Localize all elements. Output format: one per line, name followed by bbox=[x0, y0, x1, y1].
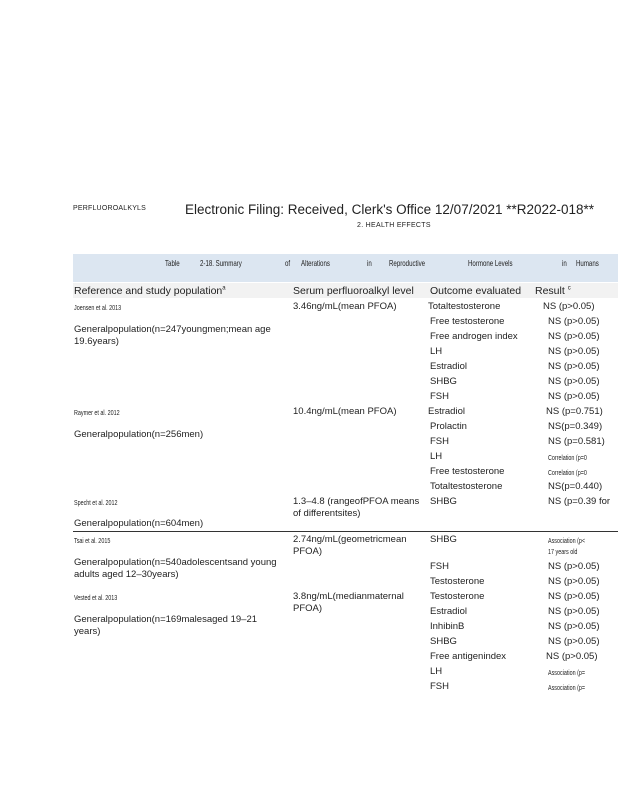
outcome-cell: Totaltestosterone bbox=[428, 301, 501, 312]
outcome-cell: FSH bbox=[430, 561, 449, 572]
result-cell: NS (p>0.05) bbox=[548, 621, 600, 632]
study-population: Generalpopulation(n=604men) bbox=[74, 518, 204, 529]
table-title-word: Reproductive bbox=[389, 258, 426, 268]
table-title-word: Alterations bbox=[301, 258, 330, 268]
result-cell: Association (p= bbox=[548, 683, 586, 692]
result-cell: Correlation (p=0 bbox=[548, 468, 587, 477]
result-cell: NS (p>0.05) bbox=[548, 331, 600, 342]
result-cell: Correlation (p=0 bbox=[548, 453, 587, 462]
study-population: Generalpopulation(n=169malesaged 19–21 years) bbox=[74, 614, 258, 637]
result-cell: NS (p>0.05) bbox=[548, 391, 600, 402]
study-reference: Joensen et al. 2013 bbox=[74, 303, 122, 312]
outcome-cell: SHBG bbox=[430, 534, 457, 545]
result-cell: NS (p>0.05) bbox=[548, 316, 600, 327]
serum-level: 3.46ng/mL(mean PFOA) bbox=[293, 301, 397, 312]
study-population: Generalpopulation(n=247youngmen;mean age 19.6years) bbox=[74, 324, 271, 347]
serum-level: 3.8ng/mL(medianmaternal PFOA) bbox=[293, 591, 404, 614]
column-header-outcome: Outcome evaluated bbox=[430, 285, 522, 297]
study-population: Generalpopulation(n=540adolescentsand young adults aged 12–30years) bbox=[74, 557, 277, 580]
table-divider bbox=[73, 531, 618, 532]
result-cell: NS (p>0.05) bbox=[548, 561, 600, 572]
result-cell: NS(p=0.440) bbox=[548, 481, 603, 492]
result-cell: NS (p>0.05) bbox=[548, 606, 600, 617]
result-cell: Association (p< bbox=[548, 536, 586, 545]
serum-level: 2.74ng/mL(geometricmean PFOA) bbox=[293, 534, 407, 557]
outcome-cell: Estradiol bbox=[428, 406, 465, 417]
section-heading: 2. HEALTH EFFECTS bbox=[357, 222, 431, 229]
column-header-result: Result $^c$ bbox=[535, 285, 571, 297]
outcome-cell: Testosterone bbox=[430, 576, 485, 587]
table-title-word: in bbox=[367, 258, 372, 268]
table-title-word: Humans bbox=[576, 258, 599, 268]
study-reference: Raymer et al. 2012 bbox=[74, 408, 120, 417]
outcome-cell: SHBG bbox=[430, 496, 457, 507]
study-reference: Vested et al. 2013 bbox=[74, 593, 118, 602]
column-header-reference: Reference and study population$^a$ bbox=[74, 285, 226, 297]
outcome-cell: Estradiol bbox=[430, 606, 467, 617]
result-cell: NS (p=0.751) bbox=[546, 406, 603, 417]
outcome-cell: Estradiol bbox=[430, 361, 467, 372]
table-title-word: of bbox=[285, 258, 291, 268]
result-cell: NS (p>0.05) bbox=[548, 576, 600, 587]
study-reference: Tsai et al. 2015 bbox=[74, 536, 111, 545]
serum-level: 10.4ng/mL(mean PFOA) bbox=[293, 406, 397, 417]
study-population: Generalpopulation(n=256men) bbox=[74, 429, 204, 440]
outcome-cell: Totaltestosterone bbox=[430, 481, 503, 492]
outcome-cell: LH bbox=[430, 666, 443, 677]
study-reference: Specht et al. 2012 bbox=[74, 498, 118, 507]
result-cell-continued: 17 years old bbox=[548, 547, 578, 556]
table-title-word: Hormone Levels bbox=[468, 258, 513, 268]
outcome-cell: FSH bbox=[430, 681, 449, 692]
result-cell: Association (p= bbox=[548, 668, 586, 677]
table-title-word: Table bbox=[165, 258, 180, 268]
outcome-cell: SHBG bbox=[430, 376, 457, 387]
outcome-cell: SHBG bbox=[430, 636, 457, 647]
result-cell: NS (p=0.39 for bbox=[548, 496, 611, 507]
outcome-cell: Prolactin bbox=[430, 421, 467, 432]
result-cell: NS (p>0.05) bbox=[548, 376, 600, 387]
result-cell: NS (p>0.05) bbox=[548, 636, 600, 647]
serum-level: 1.3–4.8 (rangeofPFOA means of differentsites) bbox=[293, 496, 420, 519]
outcome-cell: LH bbox=[430, 346, 443, 357]
result-cell: NS (p>0.05) bbox=[546, 651, 598, 662]
running-header-left: PERFLUOROALKYLS bbox=[73, 205, 147, 212]
outcome-cell: Free testosterone bbox=[430, 466, 505, 477]
outcome-cell: Free testosterone bbox=[430, 316, 505, 327]
table-title-word: in bbox=[562, 258, 567, 268]
result-cell: NS (p>0.05) bbox=[548, 361, 600, 372]
result-cell: NS (p=0.581) bbox=[548, 436, 605, 447]
result-cell: NS (p>0.05) bbox=[548, 346, 600, 357]
result-cell: NS(p=0.349) bbox=[548, 421, 603, 432]
outcome-cell: InhibinB bbox=[430, 621, 465, 632]
filing-stamp: Electronic Filing: Received, Clerk's Office 12/07/2021 **R2022-018** bbox=[185, 202, 595, 217]
outcome-cell: Free antigenindex bbox=[430, 651, 507, 662]
outcome-cell: Testosterone bbox=[430, 591, 485, 602]
outcome-cell: FSH bbox=[430, 391, 449, 402]
outcome-cell: LH bbox=[430, 451, 443, 462]
result-cell: NS (p>0.05) bbox=[548, 591, 600, 602]
column-header-serum: Serum perfluoroalkyl level bbox=[293, 285, 414, 297]
table-title-band bbox=[73, 254, 618, 282]
table-title-word: 2-18. Summary bbox=[200, 258, 242, 268]
outcome-cell: FSH bbox=[430, 436, 449, 447]
outcome-cell: Free androgen index bbox=[430, 331, 518, 342]
result-cell: NS (p>0.05) bbox=[543, 301, 595, 312]
